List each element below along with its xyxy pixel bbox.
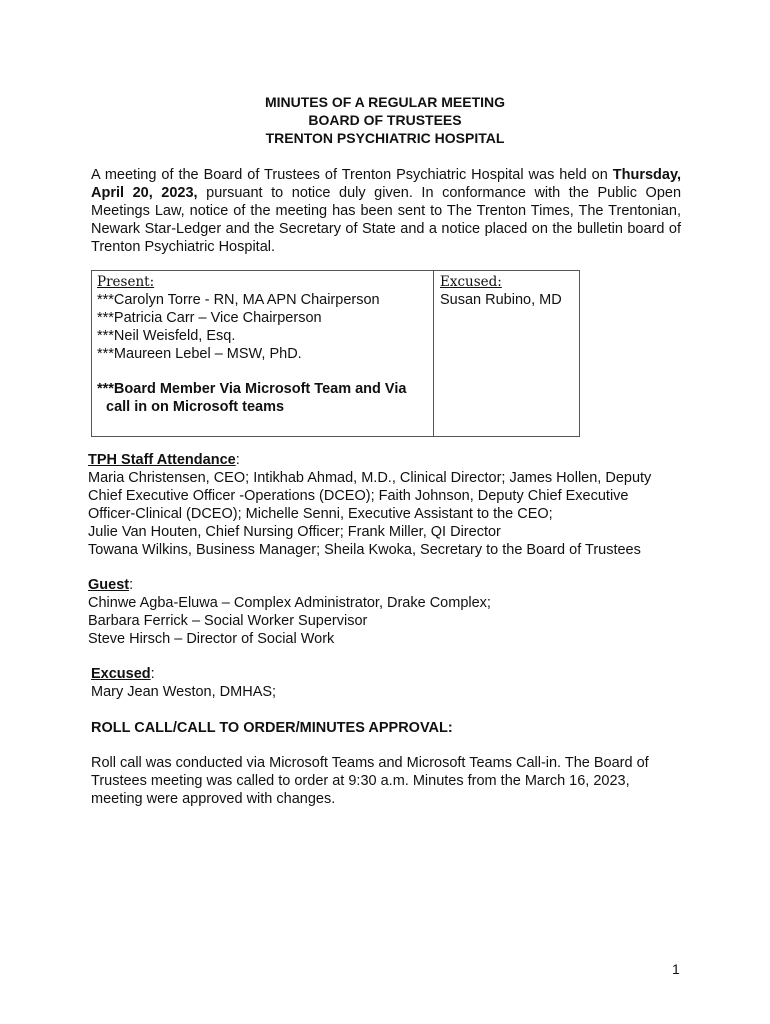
staff-heading-colon: : bbox=[235, 452, 240, 468]
note-line-2: call in on Microsoft teams bbox=[106, 399, 285, 415]
staff-line: Julie Van Houten, Chief Nursing Officer; Frank Miller, QI Director bbox=[88, 524, 501, 540]
present-member: ***Neil Weisfeld, Esq. bbox=[97, 328, 236, 344]
staff-line: Chief Executive Officer -Operations (DCEO); Faith Johnson, Deputy Chief Executive bbox=[88, 488, 629, 504]
title-line-2: BOARD OF TRUSTEES bbox=[308, 112, 462, 128]
guest-heading-colon: : bbox=[129, 577, 134, 593]
guest-line: Steve Hirsch – Director of Social Work bbox=[88, 631, 335, 647]
guest-line: Chinwe Agba-Eluwa – Complex Administrator, Drake Complex; bbox=[88, 595, 491, 611]
excused-heading-row bbox=[91, 665, 691, 683]
staff-heading-row bbox=[88, 451, 688, 469]
guest-heading: Guest bbox=[88, 577, 130, 593]
staff-line: Maria Christensen, CEO; Intikhab Ahmad, M.D., Clinical Director; James Hollen, Deputy bbox=[88, 470, 652, 486]
roll-call-paragraph: Roll call was conducted via Microsoft Teams and Microsoft Teams Call-in. The Board of Trustees meeting was called to order at 9:30 a.m. Minutes from the March 16, 2023, meeting were approved with changes. bbox=[91, 755, 649, 807]
staff-attendance-section bbox=[88, 451, 688, 559]
excused-heading: Excused bbox=[91, 666, 151, 682]
remote-attendance-note bbox=[97, 380, 427, 416]
guest-section bbox=[88, 576, 688, 648]
meeting-date: Thursday, April 20, 2023, bbox=[91, 167, 681, 201]
document-title bbox=[0, 93, 770, 147]
present-member: ***Carolyn Torre - RN, MA APN Chairperson bbox=[97, 292, 380, 308]
present-member: ***Patricia Carr – Vice Chairperson bbox=[97, 310, 322, 326]
present-member: ***Maureen Lebel – MSW, PhD. bbox=[97, 346, 302, 362]
excused-label: Excused: bbox=[440, 274, 502, 290]
page-number: 1 bbox=[672, 961, 680, 977]
title-line-1: MINUTES OF A REGULAR MEETING bbox=[264, 94, 506, 110]
present-label: Present: bbox=[97, 274, 155, 290]
roll-call-heading: ROLL CALL/CALL TO ORDER/MINUTES APPROVAL: bbox=[91, 720, 453, 736]
intro-paragraph bbox=[91, 166, 681, 256]
intro-text-1: A meeting of the Board of Trustees of Trenton Psychiatric Hospital was held on bbox=[91, 167, 613, 183]
note-line-1: ***Board Member Via Microsoft Team and Via bbox=[97, 381, 407, 397]
staff-line: Towana Wilkins, Business Manager; Sheila Kwoka, Secretary to the Board of Trustees bbox=[88, 542, 641, 558]
excused-member: Susan Rubino, MD bbox=[440, 292, 562, 308]
guest-line: Barbara Ferrick – Social Worker Supervisor bbox=[88, 613, 368, 629]
excused-section bbox=[91, 665, 691, 701]
title-line-3: TRENTON PSYCHIATRIC HOSPITAL bbox=[265, 130, 505, 146]
staff-heading: TPH Staff Attendance bbox=[88, 452, 236, 468]
excused-line: Mary Jean Weston, DMHAS; bbox=[91, 684, 277, 700]
guest-heading-row bbox=[88, 576, 688, 594]
intro-text-2: pursuant to notice duly given. In conformance with the Public Open Meetings Law, notice of the meeting has been sent to The Trenton Times, The Trentonian, Newark Star-Ledger and the Secretary of State and a notice placed on the bulletin board of Trenton Psychiatric Hospital. bbox=[91, 185, 682, 255]
excused-column bbox=[434, 271, 579, 436]
attendance-table bbox=[91, 270, 580, 437]
excused-heading-colon: : bbox=[150, 666, 155, 682]
staff-line: Officer-Clinical (DCEO); Michelle Senni, Executive Assistant to the CEO; bbox=[88, 506, 553, 522]
present-column bbox=[92, 271, 434, 436]
